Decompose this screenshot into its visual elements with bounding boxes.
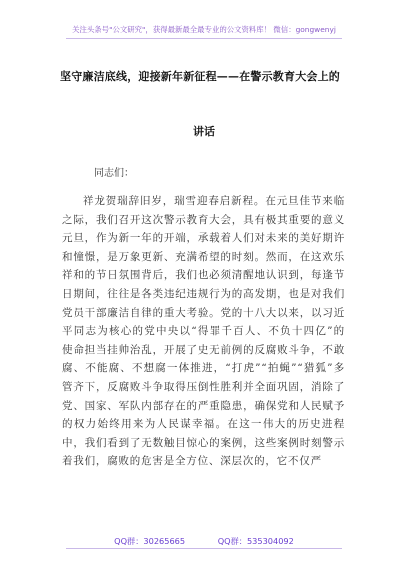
qq-group-1: QQ群：30265665 xyxy=(114,536,186,546)
greeting: 同志们： xyxy=(94,168,134,179)
bottom-banner xyxy=(0,536,408,547)
qq-group-2: QQ群：535304092 xyxy=(217,536,294,546)
banner-divider xyxy=(66,38,342,39)
document-title-continued: 讲话 xyxy=(193,125,215,138)
body-paragraph: 祥龙贺瑞辞旧岁，瑞雪迎春启新程。在元旦佳节来临之际，我们召开这次警示教育大会，具有极其重要的意义元旦，作为新一年的开端，承载着人们对未来的美好期许和憧憬，是万象更新、充满希望的时刻。然而，在这欢乐祥和的节日氛围背后，我们也必须清醒地认识到，每逢节日期间，往往是各类违纪违规行为的高发期，也是对我们党员干部廉洁自律的重大考验。党的十八大以来，以习近平同志为核心的党中央以“得罪千百人、不负十四亿”的使命担当挂帅治乱，开展了史无前例的反腐败斗争，不敢腐、不能腐、不想腐一体推进，“打虎”“拍蝇”“猎狐”多管齐下，反腐败斗争取得压倒性胜利并全面巩固，消除了党、国家、军队内部存在的严重隐患，确保党和人民赋予的权力始终用来为人民谋幸福。在这一伟大的历史进程中，我们看到了无数触目惊心的案例，这些案例时刻警示着我们，腐败的危害是全方位、深层次的，它不仅严 xyxy=(62,195,345,468)
top-banner: 关注头条号"公文研究"，获得最新最全最专业的公文资料库！ 微信：gongwenyj xyxy=(72,25,336,34)
document-title: 坚守廉洁底线，迎接新年新征程——在警示教育大会上的 xyxy=(60,70,340,83)
bottom-divider xyxy=(66,548,342,549)
